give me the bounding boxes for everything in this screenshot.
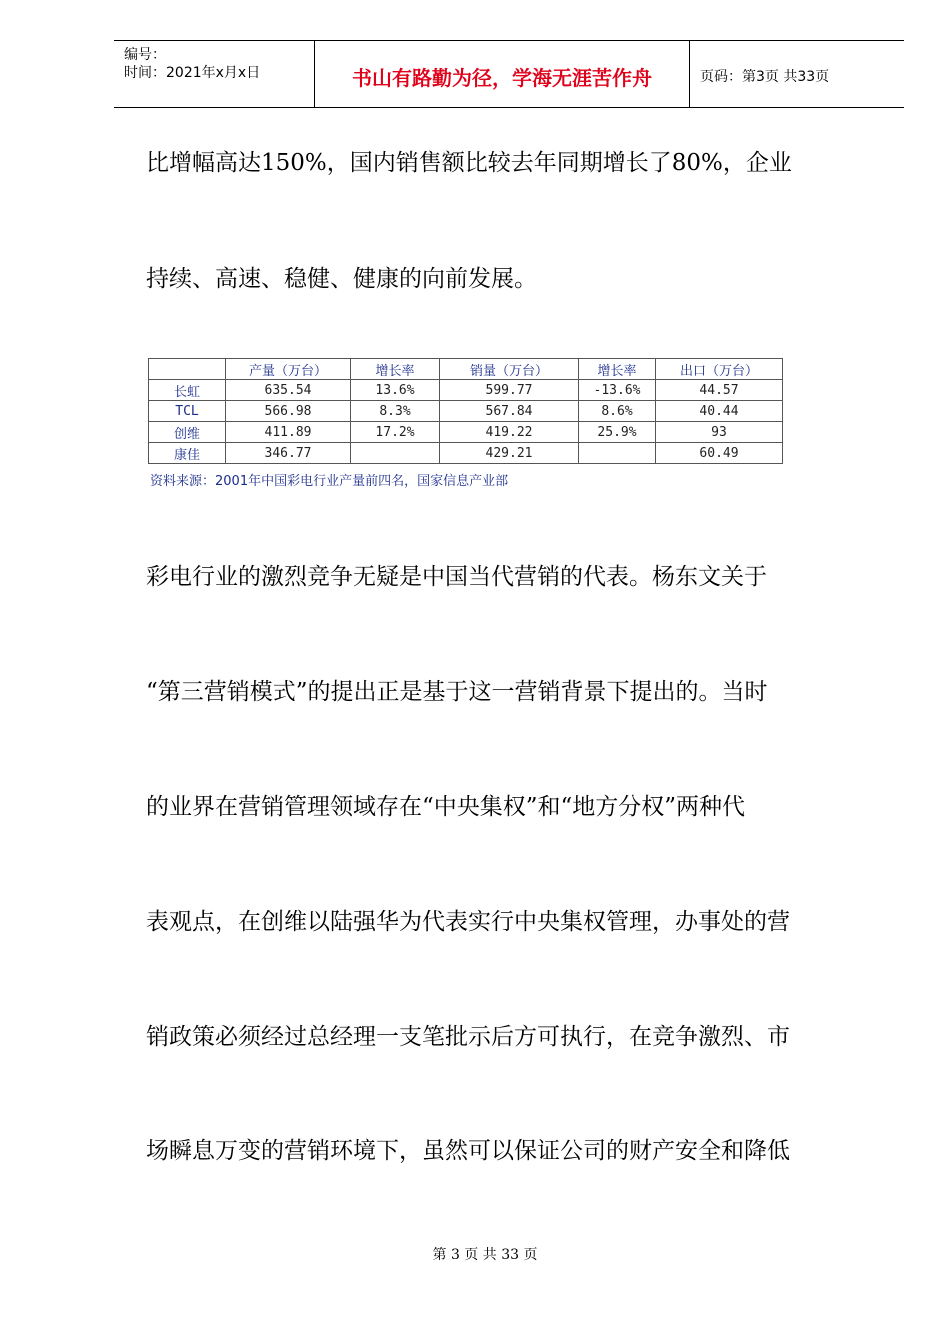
value-cell: [351, 443, 440, 464]
value-cell: 13.6%: [351, 380, 440, 401]
header-meta: [114, 41, 315, 107]
value-cell: 17.2%: [351, 422, 440, 443]
brand-cell: 长虹: [149, 380, 226, 401]
value-cell: 8.6%: [579, 401, 656, 422]
header-cell: 销量（万台）: [440, 359, 579, 380]
brand-cell: 创维: [149, 422, 226, 443]
value-cell: 25.9%: [579, 422, 656, 443]
value-cell: [579, 443, 656, 464]
value-cell: 93: [656, 422, 783, 443]
page-header: [114, 40, 904, 108]
value-cell: 44.57: [656, 380, 783, 401]
value-cell: 8.3%: [351, 401, 440, 422]
header-cell: 增长率: [579, 359, 656, 380]
header-page: [690, 41, 904, 107]
brand-cell: TCL: [149, 401, 226, 422]
value-cell: 419.22: [440, 422, 579, 443]
page-label: 页码：第3页 共33页: [700, 69, 830, 85]
value-cell: 346.77: [226, 443, 351, 464]
paragraph-line: 场瞬息万变的营销环境下，虽然可以保证公司的财产安全和降低: [146, 1138, 790, 1164]
table-row: [149, 380, 783, 401]
value-cell: 429.21: [440, 443, 579, 464]
table-row: [149, 443, 783, 464]
value-cell: 599.77: [440, 380, 579, 401]
table-header-row: [149, 359, 783, 380]
header-motto: [315, 41, 690, 107]
header-cell: 产量（万台）: [226, 359, 351, 380]
value-cell: 40.44: [656, 401, 783, 422]
motto-text: 书山有路勤为径，学海无涯苦作舟: [352, 66, 652, 90]
number-label: 编号：: [124, 47, 166, 63]
value-cell: 567.84: [440, 401, 579, 422]
table-source-note: 资料来源：2001年中国彩电行业产量前四名，国家信息产业部: [150, 474, 509, 489]
paragraph-line: “第三营销模式”的提出正是基于这一营销背景下提出的。当时: [146, 679, 768, 705]
tv-stats-table: [148, 358, 783, 464]
header-cell: [149, 359, 226, 380]
value-cell: 566.98: [226, 401, 351, 422]
header-cell: 出口（万台）: [656, 359, 783, 380]
brand-cell: 康佳: [149, 443, 226, 464]
page-footer: 第 3 页 共 33 页: [432, 1247, 538, 1263]
time-label: 时间：2021年x月x日: [124, 65, 261, 81]
value-cell: 60.49: [656, 443, 783, 464]
header-cell: 增长率: [351, 359, 440, 380]
paragraph-line: 持续、高速、稳健、健康的向前发展。: [146, 266, 537, 292]
value-cell: 635.54: [226, 380, 351, 401]
value-cell: -13.6%: [579, 380, 656, 401]
table-row: [149, 422, 783, 443]
paragraph-line: 比增幅高达150%，国内销售额比较去年同期增长了80%，企业: [146, 150, 792, 176]
paragraph-line: 销政策必须经过总经理一支笔批示后方可执行，在竞争激烈、市: [146, 1024, 790, 1050]
paragraph-line: 彩电行业的激烈竞争无疑是中国当代营销的代表。杨东文关于: [146, 564, 767, 590]
paragraph-line: 的业界在营销管理领域存在“中央集权”和“地方分权”两种代: [146, 794, 746, 820]
paragraph-line: 表观点，在创维以陆强华为代表实行中央集权管理，办事处的营: [146, 909, 790, 935]
table-row: [149, 401, 783, 422]
value-cell: 411.89: [226, 422, 351, 443]
